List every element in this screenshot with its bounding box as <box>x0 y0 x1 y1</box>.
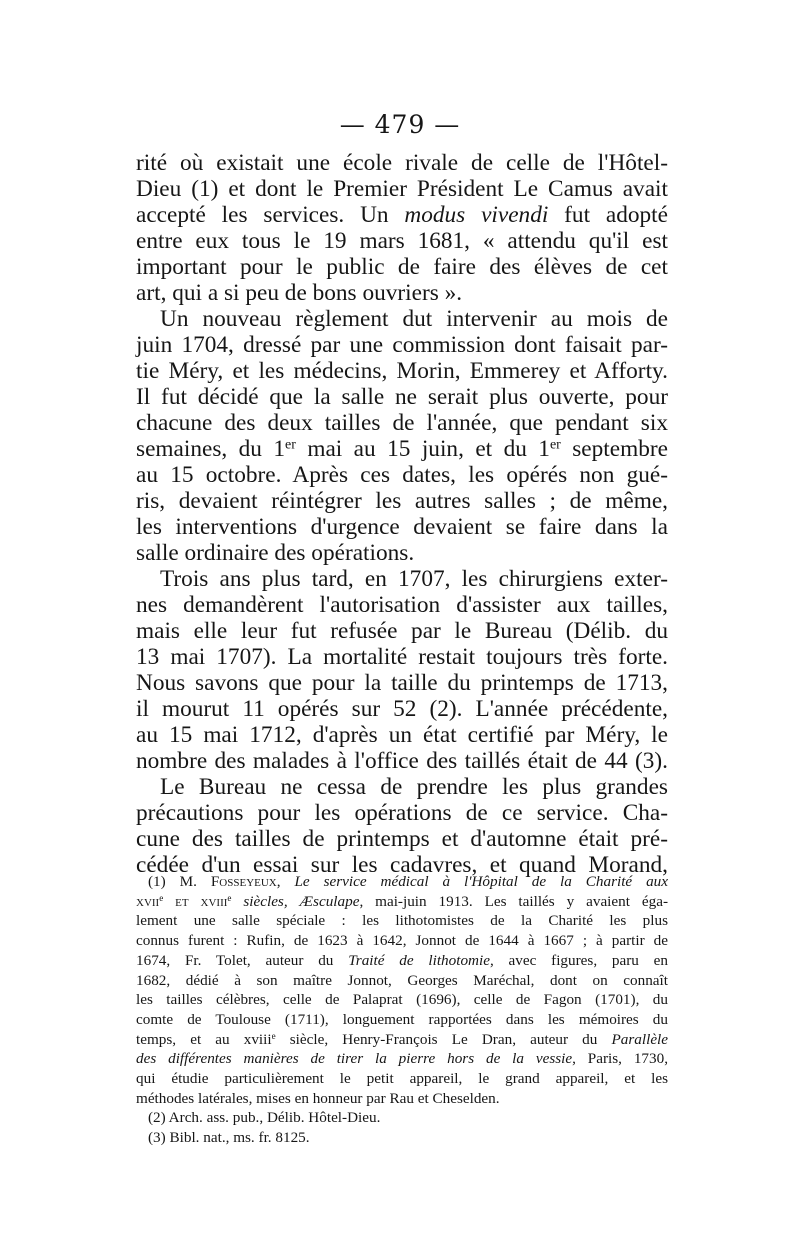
text-fragment: , Paris, 1730, <box>572 1050 668 1068</box>
text-line: salle ordinaire des opérations. <box>136 540 415 566</box>
text-fragment: , mai-juin 1913. Les taillés y avaient éga- <box>359 892 668 910</box>
text-line: ris, devaient réintégrer les autres salles ; de même, <box>136 488 668 514</box>
superscript: e <box>271 1030 276 1041</box>
text-line: Le Bureau ne cessa de prendre les plus grandes <box>160 774 668 800</box>
text-fragment: septembre <box>560 436 668 462</box>
text-line: Dieu (1) et dont le Premier Président Le Camus avait <box>136 176 668 202</box>
text-fragment: siècle, Henry-François Le Dran, auteur du <box>275 1030 612 1048</box>
text-fragment: 1674, Fr. Tolet, auteur du <box>136 951 349 969</box>
footnote-1-line <box>136 892 668 912</box>
footnote-marker: (1) M. <box>148 873 211 890</box>
text-line: nombre des malades à l'office des taillés était de 44 (3). <box>136 748 668 774</box>
footnote-title: Le service médical à l'Hôpital de la Charité aux <box>294 873 668 890</box>
text-fragment: semaines, du 1 <box>136 436 286 462</box>
text-fragment: mai au 15 juin, et du 1 <box>295 436 550 462</box>
footnote-title: siècles, Æsculape <box>231 892 360 910</box>
footnote-author: Fosseyeux <box>210 873 277 890</box>
text-line <box>136 436 668 462</box>
superscript: er <box>549 437 561 453</box>
superscript: e <box>159 892 164 903</box>
footnote-1-line: les tailles célèbres, celle de Palaprat (1696), celle de Fagon (1701), du <box>136 991 668 1009</box>
text-fragment: fut adopté <box>548 202 668 228</box>
footnote-title: des différentes manières de tirer la pierre hors de la vessie <box>136 1050 573 1068</box>
footnote-1-line <box>136 951 668 971</box>
footnote-title: Traité de lithotomie <box>348 951 490 969</box>
text-fragment: accepté les services. Un <box>136 202 405 228</box>
text-line: Nous savons que pour la taille du printemps de 1713, <box>136 670 668 696</box>
text-line: Un nouveau règlement dut intervenir au mois de <box>160 306 668 332</box>
footnote-1-line <box>136 872 668 892</box>
footnote-1-line: connus furent : Rufin, de 1623 à 1642, Jonnot de 1644 à 1667 ; à partir de <box>136 932 668 950</box>
text-line <box>136 202 668 228</box>
footnotes <box>136 872 668 1148</box>
text-line: il mourut 11 opérés sur 52 (2). L'année précédente, <box>136 696 668 722</box>
footnote-1-line: qui étudie particulièrement le petit appareil, le grand appareil, et les <box>136 1070 668 1088</box>
footnote-1-line: lement une salle spéciale : les lithotomistes de la Charité les plus <box>136 912 668 930</box>
text-line: art, qui a si peu de bons ouvriers ». <box>136 280 463 306</box>
main-text <box>136 150 668 878</box>
footnote-1-line <box>136 1049 668 1069</box>
footnote-1-line <box>136 1030 668 1050</box>
text-line: précautions pour les opérations de ce service. Cha- <box>136 800 668 826</box>
page-number: — 479 — <box>339 110 461 139</box>
text-line: les interventions d'urgence devaient se faire dans la <box>136 514 668 540</box>
text-line: 13 mai 1707). La mortalité restait toujours très forte. <box>136 644 668 670</box>
superscript: e <box>227 892 232 903</box>
footnote-1-line: 1682, dédié à son maître Jonnot, Georges Maréchal, dont on connaît <box>136 971 668 989</box>
text-line: rité où existait une école rivale de celle de l'Hôtel- <box>136 150 668 176</box>
text-line: juin 1704, dressé par une commission dont faisait par- <box>136 332 668 358</box>
text-line: au 15 mai 1712, d'après un état certifié par Méry, le <box>136 722 668 748</box>
footnote-title: Parallèle <box>611 1030 669 1048</box>
text-fragment: et xviii <box>163 892 228 910</box>
text-line: Trois ans plus tard, en 1707, les chirurgiens exter- <box>160 566 668 592</box>
text-fragment: temps, et au xviii <box>136 1030 272 1048</box>
text-fragment: , <box>276 873 295 890</box>
footnote-1-line: comte de Toulouse (1711), longuement rapportées dans les mémoires du <box>136 1010 668 1028</box>
text-line: chacune des deux tailles de l'année, que pendant six <box>136 410 668 436</box>
superscript: er <box>285 437 296 453</box>
text-fragment: , avec figures, paru en <box>489 951 668 969</box>
text-line: important pour le public de faire des élèves de cet <box>136 254 668 280</box>
text-line: nes demandèrent l'autorisation d'assister aux tailles, <box>136 592 668 618</box>
text-line: entre eux tous le 19 mars 1681, « attendu qu'il est <box>136 228 668 254</box>
text-fragment: xvii <box>136 892 160 910</box>
footnote-3: (3) Bibl. nat., ms. fr. 8125. <box>148 1129 310 1147</box>
text-line: tie Méry, et les médecins, Morin, Emmerey et Afforty. <box>136 358 668 384</box>
footnote-1-line: méthodes latérales, mises en honneur par Rau et Cheselden. <box>136 1089 500 1107</box>
text-line: au 15 octobre. Après ces dates, les opérés non gué- <box>136 462 668 488</box>
text-line: Il fut décidé que la salle ne serait plus ouverte, pour <box>136 384 668 410</box>
text-line: cune des tailles de printemps et d'automne était pré- <box>136 826 668 852</box>
text-line: mais elle leur fut refusée par le Bureau (Délib. du <box>136 618 668 644</box>
text-line: cédée d'un essai sur les cadavres, et quand Morand, <box>136 852 668 878</box>
italic-phrase: modus vivendi <box>404 202 549 228</box>
footnote-2: (2) Arch. ass. pub., Délib. Hôtel-Dieu. <box>148 1109 381 1127</box>
